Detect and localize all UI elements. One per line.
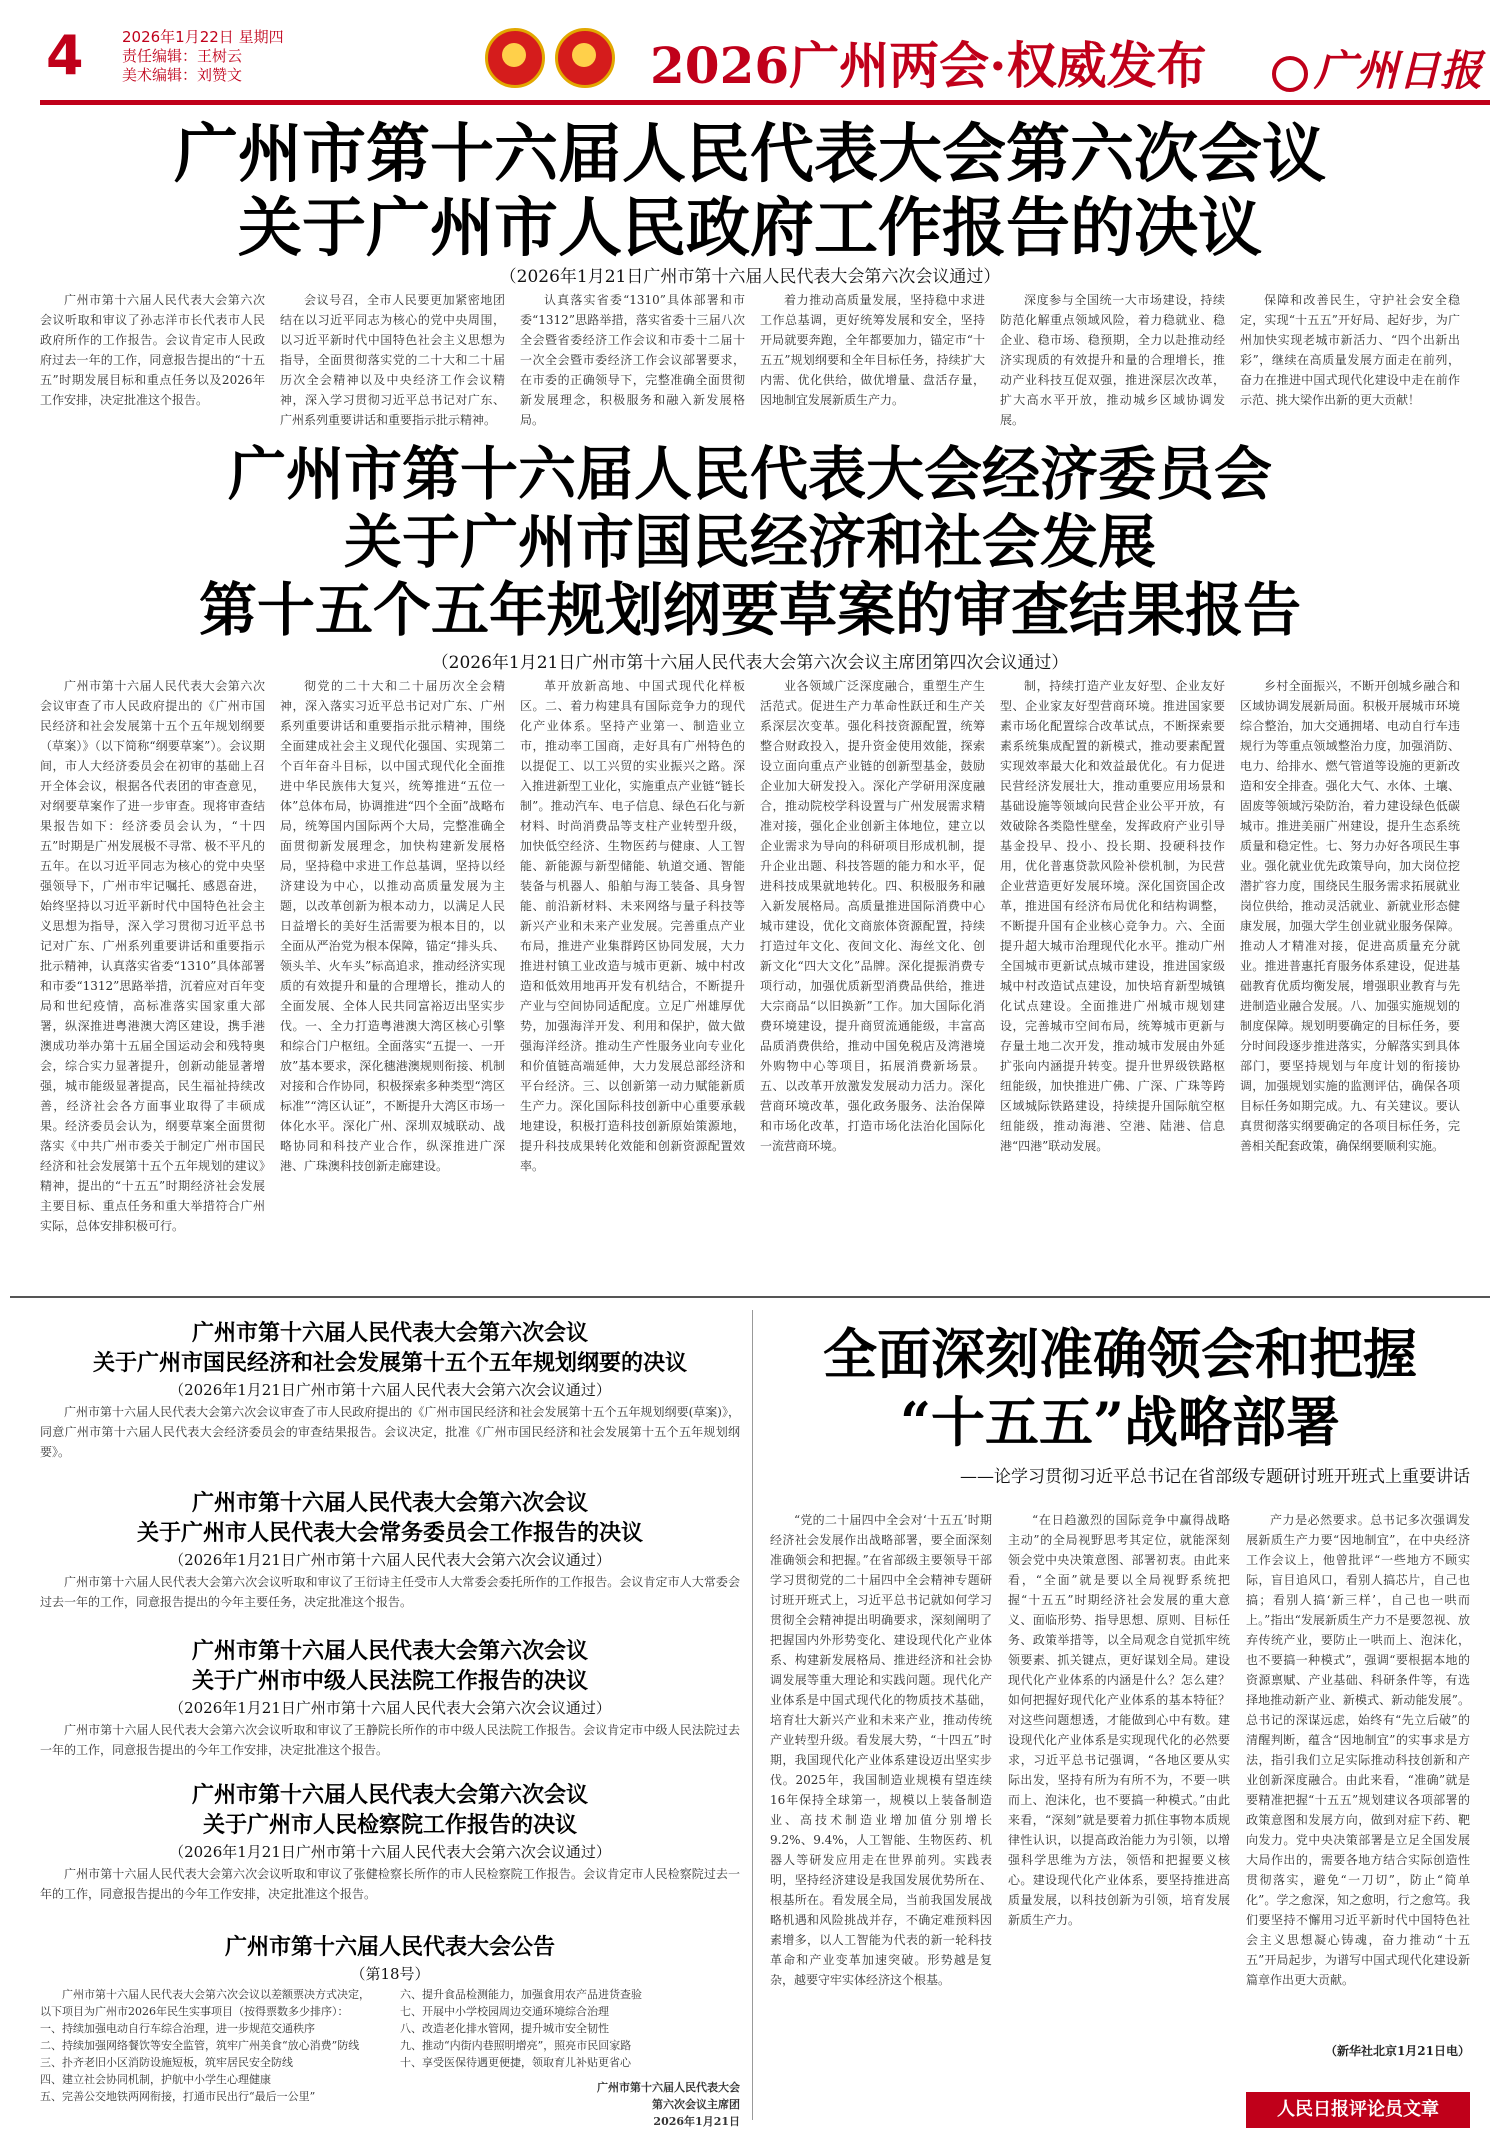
announcement-item: 一、持续加强电动自行车综合治理，进一步规范交通秩序 (40, 2022, 315, 2035)
editor-info (122, 28, 284, 85)
national-emblem-icon (485, 28, 545, 88)
announcement-item: 七、开展中小学校园周边交通环境综合治理 (400, 2005, 609, 2018)
section-divider (10, 1296, 1490, 1298)
page-number: 4 (46, 24, 84, 87)
art-editor-line: 美术编辑：刘赞文 (122, 66, 243, 84)
announcement-item: 三、扑齐老旧小区消防设施短板，筑牢居民安全防线 (40, 2056, 293, 2069)
date-line: 2026年1月22日 星期四 (122, 28, 284, 46)
announcement-item: 十、享受医保待遇更便捷，领取育儿补贴更省心 (400, 2056, 631, 2069)
editor-line: 责任编辑：王树云 (122, 47, 243, 65)
logo-swirl-icon (1272, 56, 1308, 92)
gov-report-body: 广州市第十六届人民代表大会第六次会议听取和审议了孙志洋市长代表市人民政府所作的工作报告。会议肯定市人民政府过去一年的工作，同意报告提出的“十五五”时期发展目标和重点任务以及2026年工作安排，决定批准这个报告。 会议号召，全市人民要更加紧密地团结在以习近平同志为核心的党中央周围，以习近平新时代中国特色社会主义思想为指导，全面贯彻落实党的二十大和二十届历次全会精神以及中央经济工作会议精神，深入学习贯彻习近平总书记对广东、广州系列重要讲话和重要指示批示精神。 认真落实省委“1310”具体部署和市委“1312”思路举措，落实省委十三届八次全会暨省委经济工作会议和市委十二届十一次全会暨市委经济工作会议部署要求，在市委的正确领导下，完整准确全面贯彻新发展理念，积极服务和融入新发展格局。 着力推动高质量发展，坚持稳中求进工作总基调，更好统筹发展和安全，坚持开局就要奔跑，全年都要加力，锚定市“十五五”规划纲要和全年目标任务，持续扩大内需、优化供给，做优增量、盘活存量，因地制宜发展新质生产力。 深度参与全国统一大市场建设，持续防范化解重点领域风险，着力稳就业、稳企业、稳市场、稳预期，全力以赴推动经济实现质的有效提升和量的合理增长，推动产业科技互促双强，推进深层次改革，扩大高水平开放，推动城乡区域协调发展。 保障和改善民生，守护社会安全稳定，实现“十五五”开好局、起好步，为广州加快实现老城市新活力、“四个出新出彩”，继续在高质量发展方面走在前列，奋力在推进中国式现代化建设中走在前作示范、挑大梁作出新的更大贡献！ (40, 293, 1460, 427)
resolution-block-4: 广州市第十六届人民代表大会第六次会议 关于广州市人民检察院工作报告的决议 （2026年1月21日广州市第十六届人民代表大会第六次会议通过） 广州市第十六届人民代表大会第六次会议听取和审议了张健检察长所作的市人民检察院工作报告。会议肯定市人民检察院过去一年的工作，同意报告提出的今年工作安排，决定批准这个报告。 (40, 1782, 740, 1901)
announcement-date: 2026年1月21日 (653, 2115, 740, 2128)
announcement: 广州市第十六届人民代表大会公告 （第18号） 广州市第十六届人民代表大会第六次会议以差额票决方式决定，以下项目为广州市2026年民生实事项目（按得票数多少排序）： 一、持续加强电动自行车综合治理，进一步规范交通秩序 二、持续加强网络餐饮等安全监管，筑牢广州美食“放心消费”防线 三、扑齐老旧小区消防设施短板，筑牢居民安全防线 四、建立社会协同机制，护航中小学生心理健康 五、完善公交地铁两网衔接，打通市民出行“最后一公里” 六、提升食品检测能力，加强食用农产品进货查验 七、开展中小学校园周边交通环境综合治理 八、改造老化排水管网，提升城市安全韧性 九、推动“内街内巷照明增亮”，照亮市民回家路 十、享受医保待遇更便捷，领取育儿补贴更省心 广州市第十六届人民代表大会 第六次会议主席团 2026年1月21日 (40, 1934, 740, 2128)
gov-report-subtitle: （2026年1月21日广州市第十六届人民代表大会第六次会议通过） (499, 267, 1001, 287)
announcement-item: 二、持续加强网络餐饮等安全监管，筑牢广州美食“放心消费”防线 (40, 2039, 360, 2052)
announcement-issuer: 广州市第十六届人民代表大会 (597, 2081, 740, 2094)
announcement-issuer-2: 第六次会议主席团 (652, 2098, 740, 2111)
article-tag: 人民日报评论员文章 (1246, 2092, 1470, 2128)
section-title: 2026广州两会·权威发布 (650, 36, 1207, 95)
cppcc-emblem-icon (555, 28, 615, 88)
resolution-block-1: 广州市第十六届人民代表大会第六次会议 关于广州市国民经济和社会发展第十五个五年规划纲要的决议 （2026年1月21日广州市第十六届人民代表大会第六次会议通过） 广州市第十六届人民代表大会第六次会议审查了市人民政府提出的《广州市国民经济和社会发展第十五个五年规划纲要(草案)》，同意广州市第十六届人民代表大会经济委员会的审查结果报告。会议决定，批准《广州市国民经济和社会发展第十五个五年规划纲要》。 (40, 1320, 740, 1459)
review-report-title: 广州市第十六届人民代表大会经济委员会 关于广州市国民经济和社会发展 第十五个五年规划纲要草案的审查结果报告 (198, 440, 1301, 644)
announcement-item: 六、提升食品检测能力，加强食用农产品进货查验 (400, 1988, 642, 2001)
resolution-block-3: 广州市第十六届人民代表大会第六次会议 关于广州市中级人民法院工作报告的决议 （2026年1月21日广州市第十六届人民代表大会第六次会议通过） 广州市第十六届人民代表大会第六次会议听取和审议了王静院长所作的市中级人民法院工作报告。会议肯定市中级人民法院过去一年的工作，同意报告提出的今年工作安排，决定批准这个报告。 (40, 1638, 740, 1757)
newspaper-logo: 广州日报 (1272, 38, 1482, 98)
announcement-item: 八、改造老化排水管网，提升城市安全韧性 (400, 2022, 609, 2035)
announcement-item: 四、建立社会协同机制，护航中小学生心理健康 (40, 2073, 271, 2086)
resolution-block-2: 广州市第十六届人民代表大会第六次会议 关于广州市人民代表大会常务委员会工作报告的决议 （2026年1月21日广州市第十六届人民代表大会第六次会议通过） 广州市第十六届人民代表大会第六次会议听取和审议了王衍诗主任受市人大常委会委托所作的工作报告。会议肯定市人大常委会过去一年的工作，同意报告提出的今年主要任务，决定批准这个报告。 (40, 1490, 740, 1609)
article-title: 全面深刻准确领会和把握 “十五五”战略部署 (823, 1322, 1417, 1454)
article-subtitle: ——论学习贯彻习近平总书记在省部级专题研讨班开班式上重要讲话 (960, 1467, 1470, 1487)
announcement-item: 九、推动“内街内巷照明增亮”，照亮市民回家路 (400, 2039, 632, 2052)
announcement-item: 五、完善公交地铁两网衔接，打通市民出行“最后一公里” (40, 2090, 316, 2103)
announcement-number: （第18号） (350, 1965, 430, 1983)
review-report-subtitle: （2026年1月21日广州市第十六届人民代表大会第六次会议主席团第四次会议通过） (431, 653, 1069, 673)
page-header (40, 18, 1490, 105)
announcement-title: 广州市第十六届人民代表大会公告 (224, 1934, 555, 1960)
review-report-body: 广州市第十六届人民代表大会第六次会议审查了市人民政府提出的《广州市国民经济和社会发展第十五个五年规划纲要（草案）》（以下简称“纲要草案”）。会议期间，市人大经济委员会在初审的基础上召开全体会议，根据各代表团的审查意见，对纲要草案作了进一步审查。现将审查结果报告如下：经济委员会认为，“十四五”时期是广州发展极不寻常、极不平凡的五年。在以习近平同志为核心的党中央坚强领导下，广州市牢记嘱托、感恩奋进，始终坚持以习近平新时代中国特色社会主义思想为指导，深入学习贯彻习近平总书记对广东、广州系列重要讲话和重要指示批示精神，认真落实省委“1310”具体部署和市委“1312”思路举措，沉着应对百年变局和世纪疫情，高标准落实国家重大部署，纵深推进粤港澳大湾区建设，携手港澳成功举办第十五届全国运动会和残特奥会，综合实力显著提升，创新动能显著增强，城市能级显著提高，民生福祉持续改善，经济社会各方面事业取得了丰硕成果。经济委员会认为，纲要草案全面贯彻落实《中共广州市委关于制定广州市国民经济和社会发展第十五个五年规划的建议》精神，提出的“十五五”时期经济社会发展主要目标、重点任务和重大举措符合广州实际，总体安排积极可行。 彻党的二十大和二十届历次全会精神，深入落实习近平总书记对广东、广州系列重要讲话和重要指示批示精神，围绕全面建成社会主义现代化强国、实现第二个百年奋斗目标，以中国式现代化全面推进中华民族伟大复兴，统筹推进“五位一体”总体布局，协调推进“四个全面”战略布局，统筹国内国际两个大局，完整准确全面贯彻新发展理念，加快构建新发展格局，坚持稳中求进工作总基调，坚持以经济建设为中心，以推动高质量发展为主题，以改革创新为根本动力，以满足人民日益增长的美好生活需要为根本目的，以全面从严治党为根本保障，锚定“排头兵、领头羊、火车头”标高追求，推动经济实现质的有效提升和量的合理增长，推动人的全面发展、全体人民共同富裕迈出坚实步伐。一、全力打造粤港澳大湾区核心引擎和综合门户枢纽。全面落实“五提一、一开放”基本要求，深化穗港澳规则衔接、机制对接和合作协同，积极探索多种类型“湾区标准”“湾区认证”，不断提升大湾区市场一体化水平。深化广州、深圳双城联动、战略协同和科技产业合作，纵深推进广深港、广珠澳科技创新走廊建设。 革开放新高地、中国式现代化样板区。二、着力构建具有国际竞争力的现代化产业体系。坚持产业第一、制造业立市，推动率工国商，走好具有广州特色的以提促工、以工兴贸的实业振兴之路。深入推进新型工业化，实施重点产业链“链长制”。推动汽车、电子信息、绿色石化与新材料、时尚消费品等支柱产业转型升级，加快低空经济、生物医药与健康、人工智能、新能源与新型储能、轨道交通、智能装备与机器人、船舶与海工装备、具身智能、前沿新材料、未来网络与量子科技等新兴产业和未来产业发展。完善重点产业布局，推进产业集群跨区协同发展，大力推进村镇工业改造与城市更新、城中村改造和低效用地再开发有机结合，不断提升产业与空间协同适配度。立足广州雄厚优势，加强海洋开发、利用和保护，做大做强海洋经济。推动生产性服务业向专业化和价值链高端延伸，大力发展总部经济和平台经济。三、以创新第一动力赋能新质生产力。深化国际科技创新中心重要承载地建设，积极打造科技创新原始策源地，提升科技成果转化效能和创新资源配置效率。 业各领域广泛深度融合，重塑生产生活范式。促进生产力革命性跃迁和生产关系深层次变革。强化科技资源配置，统筹整合财政投入，提升资金使用效能，探索设立面向重点产业链的创新型基金，鼓励企业加大研发投入。深化产学研用深度融合，推动院校学科设置与广州发展需求精准对接，强化企业创新主体地位，建立以企业需求为导向的科研项目形成机制，提升企业出题、科技答题的能力和水平，促进科技成果就地转化。四、积极服务和融入新发展格局。高质量推进国际消费中心城市建设，优化文商旅体资源配置，持续打造过年文化、夜间文化、海丝文化、创新文化“四大文化”品牌。深化提振消费专项行动，加强优质新型消费品供给，推进大宗商品“以旧换新”工作。加大国际化消费环境建设，提升商贸流通能级，丰富高品质消费供给，推动中国免税店及湾港境外购物中心等项目，拓展消费新场景。五、以改革开放激发发展动力活力。深化营商环境改革，强化政务服务、法治保障和市场化改革，打造市场化法治化国际化一流营商环境。 制，持续打造产业友好型、企业友好型、企业家友好型营商环境。推进国家要素市场化配置综合改革试点，不断探索要素系统集成配置的新模式，推动要素配置实现效率最大化和效益最优化。有力促进民营经济发展壮大，推动重要应用场景和基础设施等领域向民营企业公平开放，有效破除各类隐性壁垒，发挥政府产业引导基金投早、投小、投长期、投硬科技作用，优化普惠贷款风险补偿机制，为民营企业营造更好发展环境。深化国资国企改革，推进国有经济布局优化和结构调整，不断提升国有企业核心竞争力。六、全面提升超大城市治理现代化水平。推动广州全国城市更新试点城市建设，推进国家级城中村改造试点建设，加快培育新型城镇化试点建设。全面推进广州城市规划建设，完善城市空间布局，统筹城市更新与存量土地二次开发，推动城市发展由外延扩张向内涵提升转变。提升世界级铁路枢纽能级，加快推进广佛、广深、广珠等跨区域城际铁路建设，持续提升国际航空枢纽能级，推动海港、空港、陆港、信息港“四港”联动发展。 乡村全面振兴，不断开创城乡融合和区域协调发展新局面。积极开展城市环境综合整治，加大交通拥堵、电动自行车违规行为等重点领域整治力度，加强消防、电力、给排水、燃气管道等设施的更新改造和安全排查。强化大气、水体、土壤、固废等领域污染防治，着力建设绿色低碳城市。推进美丽广州建设，提升生态系统质量和稳定性。七、努力办好各项民生事业。强化就业优先政策导向，加大岗位挖潜扩容力度，围绕民生服务需求拓展就业岗位供给，推动灵活就业、新就业形态健康发展，加强大学生创业就业服务保障。推动人才精准对接，促进高质量充分就业。推进普惠托育服务体系建设，促进基础教育优质均衡发展，增强职业教育与先进制造业融合发展。八、加强实施规划的制度保障。规划明要确定的目标任务，要分时间段逐步推进落实，分解落实到具体部门，要坚持规划与年度计划的衔接协调，加强规划实施的监测评估，确保各项目标任务如期完成。九、有关建议。要认真贯彻落实纲要确定的各项目标任务，完善相关配套政策，确保纲要顺利实施。 (40, 679, 1460, 1233)
article-source: （新华社北京1月21日电） (1324, 2044, 1470, 2058)
column-divider (752, 1310, 753, 2120)
gov-report-title: 广州市第十六届人民代表大会第六次会议 关于广州市人民政府工作报告的决议 (174, 117, 1326, 266)
article-body: “党的二十届四中全会对‘十五五’时期经济社会发展作出战略部署，要全面深刻准确领会和把握。”在省部级主要领导干部学习贯彻党的二十届四中全会精神专题研讨班开班式上，习近平总书记就如何学习贯彻全会精神提出明确要求，深刻阐明了把握国内外形势变化、建设现代化产业体系、构建新发展格局、推进经济和社会协调发展等重大理论和实践问题。现代化产业体系是中国式现代化的物质技术基础，培育壮大新兴产业和未来产业，推动传统产业转型升级。看发展大势，“十四五”时期，我国现代化产业体系建设迈出坚实步伐。2025年，我国制造业规模有望连续16年保持全球第一，规模以上装备制造业、高技术制造业增加值分别增长9.2%、9.4%，人工智能、生物医药、机器人等研发应用走在世界前列。实践表明，坚持经济建设是我国发展优势所在、根基所在。看发展全局，当前我国发展战略机遇和风险挑战并存，不确定难预料因素增多，以人工智能为代表的新一轮科技革命和产业变革加速突破。形势越是复杂，越要守牢实体经济这个根基。 “在日趋激烈的国际竞争中赢得战略主动”的全局视野思考其定位，就能深刻领会党中央决策意图、部署初衷。由此来看，“全面”就是要以全局视野系统把握“十五五”时期经济社会发展的重大意义、面临形势、指导思想、原则、目标任务、政策举措等，以全局观念自觉抓牢统领要素、抓关键点，更好谋划全局。建设现代化产业体系的内涵是什么？怎么建？如何把握好现代化产业体系的基本特征？对这些问题想透，才能做到心中有数。建设现代化产业体系是实现现代化的必然要求，习近平总书记强调，“各地区要从实际出发，坚持有所为有所不为，不要一哄而上、泡沫化，也不要搞一种模式。”由此来看，“深刻”就是要着力抓住事物本质规律性认识，以提高政治能力为引领，以增强科学思维为方法，领悟和把握要义核心。建设现代化产业体系，要坚持推进高质量发展，以科技创新为引领，培育发展新质生产力。 产力是必然要求。总书记多次强调发展新质生产力要“因地制宜”，在中央经济工作会议上，他曾批评“一些地方不顾实际，盲目追风口，看别人搞芯片，自己也搞；看别人搞‘新三样’，自己也一哄而上。”指出“发展新质生产力不是要忽视、放弃传统产业，要防止一哄而上、泡沫化，也不要搞一种模式”，强调“要根据本地的资源禀赋、产业基础、科研条件等，有选择地推动新产业、新模式、新动能发展”。总书记的深谋远虑，始终有“先立后破”的清醒判断，蕴含“因地制宜”的实事求是方法，指引我们立足实际推动科技创新和产业创新深度融合。由此来看，“准确”就是要精准把握“十五五”规划建议各项部署的政策意图和发展方向，做到对症下药、靶向发力。党中央决策部署是立足全国发展大局作出的，需要各地方结合实际创造性贯彻落实，避免“一刀切”，防止“简单化”。学之愈深，知之愈明，行之愈笃。我们要坚持不懈用习近平新时代中国特色社会主义思想凝心铸魂，奋力推动“十五五”开局起步，为谱写中国式现代化建设新篇章作出更大贡献。 (770, 1513, 1470, 1987)
